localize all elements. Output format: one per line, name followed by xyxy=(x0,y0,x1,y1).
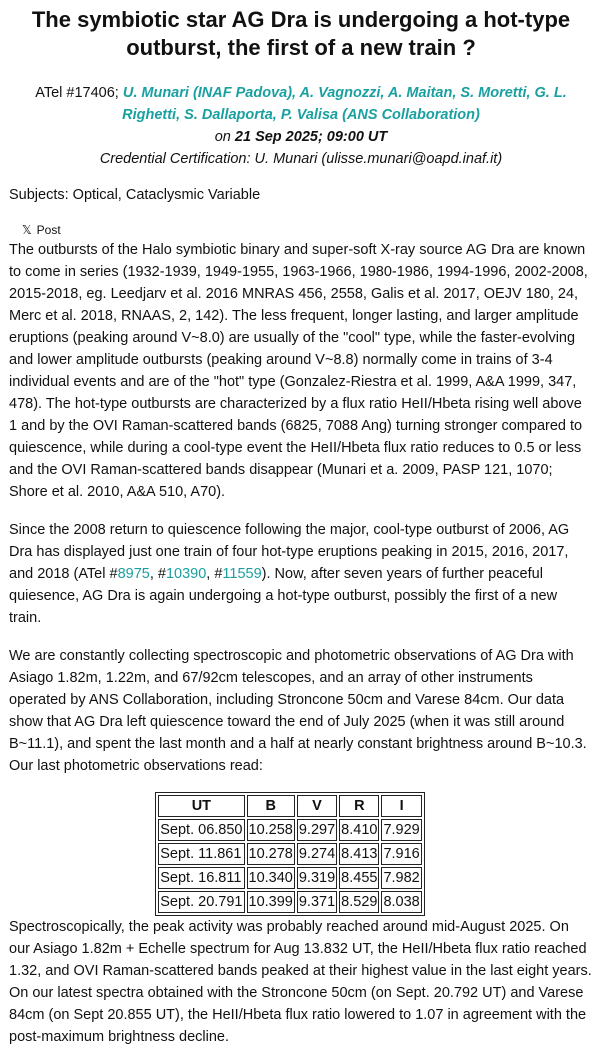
x-post-button[interactable] xyxy=(22,223,61,237)
photometry-table-wrapper xyxy=(0,792,593,916)
authors-link[interactable]: U. Munari (INAF Padova), A. Vagnozzi, A. Maitan, S. Moretti, G. L. Righetti, S. Dallaporta, P. Valisa (ANS Collaboration) xyxy=(122,85,567,123)
cell-i: 7.982 xyxy=(381,867,421,889)
cell-ut: Sept. 16.811 xyxy=(158,867,244,889)
cell-r: 8.413 xyxy=(339,843,379,865)
cell-i: 7.929 xyxy=(381,819,421,841)
photometry-table xyxy=(155,792,425,916)
cell-b: 10.340 xyxy=(247,867,295,889)
cell-v: 9.274 xyxy=(297,843,337,865)
cell-ut: Sept. 20.791 xyxy=(158,891,244,913)
paragraph-recent-trains xyxy=(9,519,593,629)
cell-i: 8.038 xyxy=(381,891,421,913)
header-ut: UT xyxy=(158,795,244,817)
paragraph-observations: We are constantly collecting spectroscopic and photometric observations of AG Dra with Asiago 1.82m, 1.22m, and 67/92cm telescopes, and an array of other instruments operated by ANS Collaboration, including Stroncone 50cm and Varese 84cm. Our data show that AG Dra left quiescence toward the end of July 2025 (when it was still around B~11.1), and spent the last month and a half at nearly constant brightness around B~10.3. Our last photometric observations read: xyxy=(9,648,587,774)
cell-r: 8.455 xyxy=(339,867,379,889)
post-label: Post xyxy=(36,223,61,237)
table-header-row xyxy=(158,795,422,817)
cell-r: 8.410 xyxy=(339,819,379,841)
cell-b: 10.278 xyxy=(247,843,295,865)
publish-date: 21 Sep 2025; 09:00 UT xyxy=(234,129,388,145)
cell-b: 10.399 xyxy=(247,891,295,913)
paragraph-spectroscopy: Spectroscopically, the peak activity was probably reached around mid-August 2025. On our Asiago 1.82m + Echelle spectrum for Aug 13.832 UT, the HeII/Hbeta flux ratio reached 1.32, and OVI Raman-scattered bands peaked at their highest value in the last eight years. On our latest spectra obtained with the Stroncone 50cm (on Sept. 20.792 UT) and Varese 84cm (on Sept 20.855 UT), the HeII/Hbeta flux ratio lowered to 1.07 in agreement with the post-maximum brightness decline. xyxy=(9,919,592,1045)
p2-after: ). Now, after seven years of further peaceful quiesence, AG Dra is again undergoing a hot-type outburst, possibly the first of a new train. xyxy=(9,566,558,626)
dateline xyxy=(9,126,593,148)
paragraph-outburst-history: The outbursts of the Halo symbiotic binary and super-soft X-ray source AG Dra are known to come in series (1932-1939, 1949-1955, 1963-1966, 1980-1986, 1994-1996, 2002-2008, 2015-2018, eg. Leedjarv et al. 2016 MNRAS 456, 2558, Galis et al. 2017, OEJV 180, 24, Merc et al. 2018, RNAAS, 2, 142). The less frequent, longer lasting, and larger amplitude eruptions (peaking around V~8.0) are usually of the "cool" type, while the faster-evolving and lower amplitude outbursts (peaking around V~8.8) normally come in trains of 3-4 individual events and are of the "hot" type (Gonzalez-Riestra et al. 1999, A&A 1999, 347, 478). The hot-type outbursts are characterized by a flux ratio HeII/Hbeta rising well above 1 and by the OVI Raman-scattered bands (6825, 7088 Ang) turning stronger compared to quiescence, while during a cool-type event the HeII/Hbeta flux ratio reduces to 0.5 or less and the OVI Raman-scattered bands disappear (Munari et a. 2009, PASP 121, 1070; Shore et al. 2010, A&A 510, A70). xyxy=(9,242,588,500)
atel-page xyxy=(0,6,602,1048)
header-b: B xyxy=(247,795,295,817)
cell-i: 7.916 xyxy=(381,843,421,865)
cell-ut: Sept. 06.850 xyxy=(158,819,244,841)
header-r: R xyxy=(339,795,379,817)
header-i: I xyxy=(381,795,421,817)
x-logo-icon: 𝕏 xyxy=(22,223,32,237)
credential-certification: Credential Certification: U. Munari (ulisse.munari@oapd.inaf.it) xyxy=(99,151,503,167)
atel-link-10390[interactable]: 10390 xyxy=(165,566,207,582)
cell-ut: Sept. 11.861 xyxy=(158,843,244,865)
p2-before: Since the 2008 return to quiescence following the major, cool-type outburst of 2006, AG Dra has displayed just one train of four hot-type eruptions peaking in 2015, 2016, 2017, and 2018 (ATel # xyxy=(9,522,570,582)
cell-b: 10.258 xyxy=(247,819,295,841)
cell-v: 9.297 xyxy=(297,819,337,841)
atel-number: ATel #17406; xyxy=(35,85,123,101)
byline xyxy=(9,82,593,126)
subjects: Subjects: Optical, Cataclysmic Variable xyxy=(9,187,261,203)
table-row xyxy=(158,867,422,889)
header-v: V xyxy=(297,795,337,817)
cell-r: 8.529 xyxy=(339,891,379,913)
cell-v: 9.371 xyxy=(297,891,337,913)
atel-link-11559[interactable]: 11559 xyxy=(222,566,262,582)
page-title: The symbiotic star AG Dra is undergoing a hot-type outburst, the first of a new train ? xyxy=(31,7,571,60)
cell-v: 9.319 xyxy=(297,867,337,889)
p2-sep2: , # xyxy=(206,566,223,582)
p2-sep1: , # xyxy=(149,566,166,582)
table-row xyxy=(158,891,422,913)
on-label: on xyxy=(214,129,235,145)
table-row xyxy=(158,819,422,841)
table-row xyxy=(158,843,422,865)
atel-link-8975[interactable]: 8975 xyxy=(117,566,150,582)
